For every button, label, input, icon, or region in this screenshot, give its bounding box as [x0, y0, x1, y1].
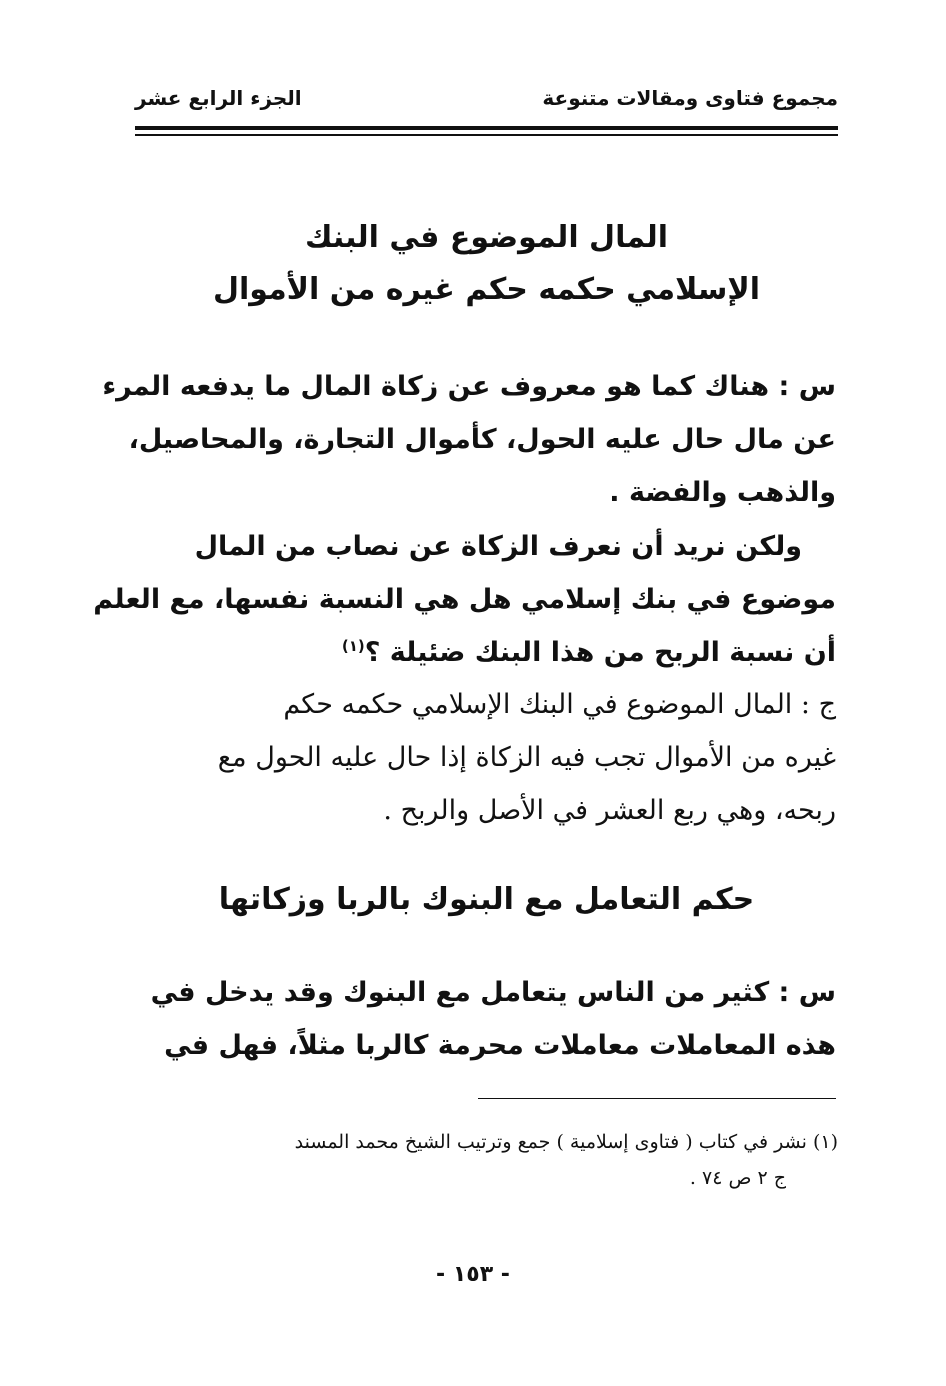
volume-label: الجزء الرابع عشر [135, 86, 302, 110]
footnote-reference: (١) [341, 637, 365, 655]
question-cont-line-3-text: أن نسبة الربح من هذا البنك ضئيلة ؟ [364, 637, 836, 668]
section-2-question-line-2: هذه المعاملات معاملات محرمة كالربا مثلاً، فهل في [164, 1030, 836, 1061]
page-number: - ١٥٣ - [436, 1262, 510, 1287]
section-2-title: حكم التعامل مع البنوك بالربا وزكاتها [218, 882, 755, 917]
question-continuation [93, 520, 836, 679]
answer-line-3: ربحه، وهي ربع العشر في الأصل والربح . [383, 795, 836, 826]
question-cont-line-3 [135, 626, 836, 679]
header-rule-thick [135, 126, 838, 130]
footnote [135, 1124, 838, 1196]
footnote-marker: (١) [812, 1131, 838, 1153]
section-2-question-line-1: س : كثير من الناس يتعامل مع البنوك وقد يدخل في [150, 977, 836, 1008]
answer-paragraph [135, 678, 836, 837]
question-paragraph [102, 360, 836, 519]
footnote-rule [478, 1098, 836, 1099]
header-rule-thin [135, 134, 838, 136]
section-title-line-2: الإسلامي حكمه حكم غيره من الأموال [212, 272, 761, 307]
footnote-line-1 [135, 1124, 838, 1160]
book-title: مجموع فتاوى ومقالات متنوعة [542, 86, 838, 110]
question-cont-line-2: موضوع في بنك إسلامي هل هي النسبة نفسها، مع العلم [93, 584, 836, 615]
footnote-line-2: ج ٢ ص ٧٤ . [689, 1167, 786, 1189]
answer-line-1: ج : المال الموضوع في البنك الإسلامي حكمه حكم [283, 689, 836, 720]
section-title [135, 212, 838, 316]
question-line-2: عن مال حال عليه الحول، كأموال التجارة، والمحاصيل، [128, 424, 836, 455]
question-cont-line-1: ولكن نريد أن نعرف الزكاة عن نصاب من المال [194, 531, 802, 562]
question-line-1: س : هناك كما هو معروف عن زكاة المال ما يدفعه المرء [102, 371, 836, 402]
footnote-text: نشر في كتاب ( فتاوى إسلامية ) جمع وترتيب الشيخ محمد المسند [294, 1131, 807, 1153]
section-2-question [135, 966, 836, 1072]
answer-line-2: غيره من الأموال تجب فيه الزكاة إذا حال عليه الحول مع [217, 742, 836, 773]
question-line-3: والذهب والفضة . [609, 477, 836, 508]
running-header [135, 86, 838, 110]
section-title-line-1: المال الموضوع في البنك [304, 220, 669, 255]
